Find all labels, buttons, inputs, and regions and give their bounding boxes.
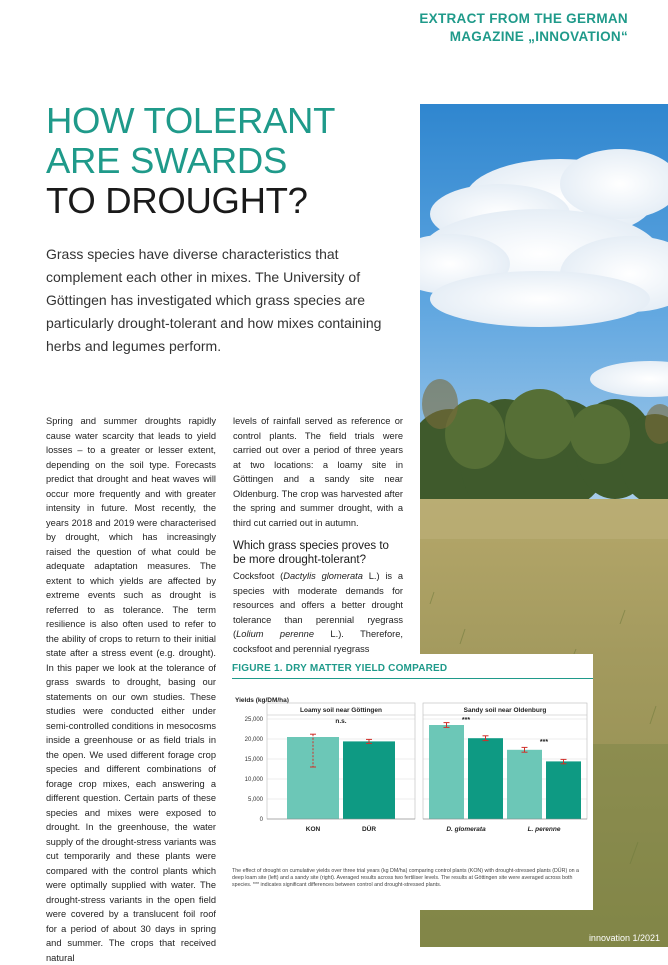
page-footer: innovation 1/2021 xyxy=(588,933,660,943)
significance-annotation: n.s. xyxy=(335,718,347,725)
x-tick-label: KON xyxy=(305,826,321,833)
y-axis-label: Yields (kg/DM/ha) xyxy=(235,697,289,704)
figure-title-rule xyxy=(232,678,593,679)
body-column-2-paragraph-2 xyxy=(233,569,403,656)
panel-title: Sandy soil near Oldenburg xyxy=(463,707,547,714)
headline-line-3: TO DROUGHT? xyxy=(46,180,308,221)
y-tick-label: 15,000 xyxy=(244,757,263,763)
header-line-2: MAGAZINE „INNOVATION“ xyxy=(449,29,628,44)
body-column-2 xyxy=(233,414,403,656)
species-name-italic: Lolium perenne xyxy=(236,629,315,639)
x-tick-label: DÜR xyxy=(361,826,377,833)
y-tick-label: 0 xyxy=(259,817,263,823)
paragraph-text: Cocksfoot ( xyxy=(233,571,284,581)
y-tick-label: 5,000 xyxy=(247,797,263,803)
headline-line-2: ARE SWARDS xyxy=(46,140,288,181)
body-column-1: Spring and summer droughts rapidly cause water scarcity that leads to yield losses – to a greater or lesser extent, depending on the soil type. Forecasts predict that drought and heat waves will occur more frequently and with greater intensity in future. Most recently, the years 2018 and 2019 were characterised by drought, which has increasingly raised the question of what could be adequate adaptation measures. The extent to which yields are affected by extreme events such as drought is referred to as tolerance. The term resilience is also often used to refer to the ability of crops to return to their initial state after a stress event (e.g. drought). In this paper we look at the tolerance of grass swards to drought, basing our statements on our own studies. These studies were conducted either under semi-controlled conditions in mesocosms inside a greenhouse or as field trials in the open. We used different forage crop species and different combinations of forage crop mixes, each answering a different question. Certain parts of these species and mixes were exposed to drought. In the greenhouse, the water supply of the drought-stress variants was cut temporarily and these plants were compared with the control plants which were optimally supplied with water. The drought-stress variants in the open field were covered by a translucent foil roof for a period of about 30 days in spring and summer. The crops that received natural xyxy=(46,416,216,963)
panel-title: Loamy soil near Göttingen xyxy=(300,707,382,714)
bar xyxy=(546,761,581,819)
figure-title: FIGURE 1. DRY MATTER YIELD COMPARED xyxy=(232,663,448,674)
bar xyxy=(429,725,464,819)
paragraph-text: L.) is a species with moderate demands for resources and offers a better drought tolerance than perennial ryegrass ( xyxy=(233,571,404,639)
y-tick-label: 10,000 xyxy=(244,777,263,783)
bar xyxy=(468,738,503,819)
body-column-2-paragraph-1: levels of rainfall served as reference or control plants. The field trials were carried out over a period of three years at two locations: a loamy site in Göttingen and a sandy site near Oldenburg. The crop was harvested after the spring and summer drought, with a third cut carried out in autumn. xyxy=(233,416,403,528)
yield-bar-chart xyxy=(227,684,593,894)
paragraph-text: L.). Therefore, cocksfoot and perennial ryegrass xyxy=(233,629,403,654)
significance-marker: *** xyxy=(539,738,549,746)
figure-box xyxy=(227,654,593,910)
lead-paragraph: Grass species have diverse characteristics that complement each other in mixes. The University of Göttingen has investigated which grass species are particularly drought-tolerant and how mixes containing herbs and legumes perform. xyxy=(46,246,382,354)
x-tick-label: L. perenne xyxy=(527,826,561,833)
bar xyxy=(507,750,542,819)
significance-marker: *** xyxy=(461,716,471,724)
y-tick-label: 20,000 xyxy=(244,737,263,743)
headline-line-1: HOW TOLERANT xyxy=(46,100,336,141)
magazine-header xyxy=(419,10,628,46)
figure-caption: The effect of drought on cumulative yields over three trial years (kg DM/ha) comparing control plants (KON) with drought-stressed plants (DÜR) on a deep loam site (left) and a sandy site (right). Averaged results across two fertiliser levels. The results at Göttingen site were averaged across both species. *** indicates significant differences between control and drought-stressed plants. xyxy=(232,868,579,888)
species-name-italic: Dactylis glomerata xyxy=(283,571,363,581)
header-line-1: EXTRACT FROM THE GERMAN xyxy=(419,11,628,26)
bar xyxy=(343,741,395,819)
x-tick-label: D. glomerata xyxy=(446,826,486,833)
article-headline xyxy=(46,101,335,221)
y-tick-label: 25,000 xyxy=(244,717,263,723)
section-subheading: Which grass species proves to be more drought-tolerant? xyxy=(233,540,389,566)
